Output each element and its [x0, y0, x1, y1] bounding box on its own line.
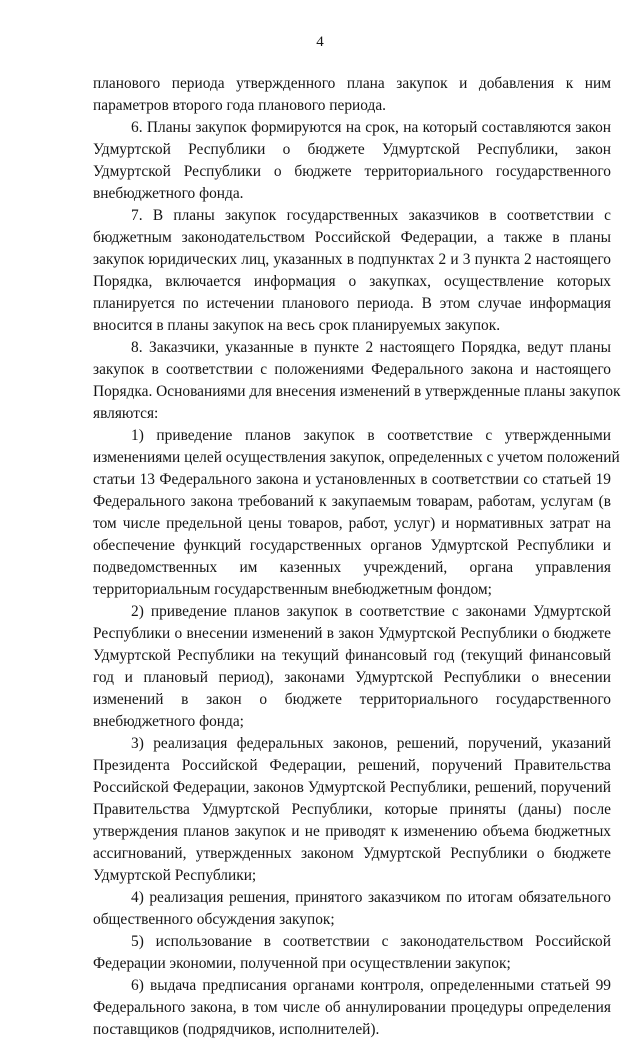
text-line: общественного обсуждения закупок;: [93, 911, 335, 928]
paragraph-item-8-3: [93, 733, 611, 887]
paragraph-item-8-2: [93, 601, 611, 733]
paragraph-item-8-5: [93, 931, 611, 975]
text-line: утверждения планов закупок и не приводят к изменению объема бюджетных: [93, 823, 611, 840]
text-line: 3) реализация федеральных законов, решений, поручений, указаний: [131, 735, 611, 752]
document-body: [93, 73, 621, 1041]
text-line: закупок в соответствии с положениями Федерального закона и настоящего: [93, 361, 611, 378]
text-line: том числе предельной цены товаров, работ, услуг) и нормативных затрат на: [93, 515, 611, 532]
paragraph-item-8: [93, 337, 621, 425]
text-line: ассигнований, утвержденных законом Удмуртской Республики о бюджете: [93, 845, 611, 862]
text-line: закупок юридических лиц, указанных в подпунктах 2 и 3 пункта 2 настоящего: [93, 251, 611, 268]
text-line: 6. Планы закупок формируются на срок, на который составляются закон: [131, 119, 611, 136]
text-line: планового периода утвержденного плана закупок и добавления к ним: [93, 75, 611, 92]
text-line: изменениями целей осуществления закупок, определенных с учетом положений: [93, 449, 620, 466]
text-line: территориальным государственным внебюджетным фондом;: [93, 581, 492, 598]
text-line: Президента Российской Федерации, решений, поручений Правительства: [93, 757, 611, 774]
page-number: 4: [316, 34, 324, 50]
text-line: Правительства Удмуртской Республики, которые приняты (даны) после: [93, 801, 611, 818]
paragraph-item-6: [93, 117, 611, 205]
text-line: Порядка. Основаниями для внесения изменений в утвержденные планы закупок: [93, 383, 621, 400]
text-line: 2) приведение планов закупок в соответствие с законами Удмуртской: [131, 603, 611, 620]
text-line: внебюджетного фонда;: [93, 713, 244, 730]
text-line: 7. В планы закупок государственных заказчиков в соответствии с: [131, 207, 611, 224]
text-line: вносится в планы закупок на весь срок планируемых закупок.: [93, 317, 501, 334]
text-line: обеспечение функций государственных органов Удмуртской Республики и: [93, 537, 611, 554]
text-line: являются:: [93, 405, 159, 422]
text-line: параметров второго года планового периода.: [93, 97, 387, 114]
paragraph-continuation: [93, 73, 611, 117]
text-line: Федерации экономии, полученной при осуществлении закупок;: [93, 955, 511, 972]
text-line: внебюджетного фонда.: [93, 185, 244, 202]
text-line: 6) выдача предписания органами контроля, определенными статьей 99: [131, 977, 611, 994]
text-line: изменений в закон о бюджете территориального государственного: [93, 691, 611, 708]
text-line: год и плановый период), законами Удмуртской Республики о внесении: [93, 669, 611, 686]
text-line: статьи 13 Федерального закона и установленных в соответствии со статьей 19: [93, 471, 611, 488]
text-line: подведомственных им казенных учреждений, органа управления: [93, 559, 611, 576]
text-line: 5) использование в соответствии с законодательством Российской: [131, 933, 611, 950]
text-line: бюджетным законодательством Российской Федерации, а также в планы: [93, 229, 611, 246]
text-line: 4) реализация решения, принятого заказчиком по итогам обязательного: [131, 889, 611, 906]
paragraph-item-7: [93, 205, 611, 337]
text-line: Федерального закона, в том числе об аннулировании процедуры определения: [93, 999, 611, 1016]
text-line: Удмуртской Республики на текущий финансовый год (текущий финансовый: [93, 647, 611, 664]
text-line: Удмуртской Республики о бюджете территориального государственного: [93, 163, 611, 180]
text-line: 8. Заказчики, указанные в пункте 2 настоящего Порядка, ведут планы: [131, 339, 611, 356]
text-line: Порядка, включается информация о закупках, осуществление которых: [93, 273, 611, 290]
text-line: 1) приведение планов закупок в соответствие с утвержденными: [131, 427, 611, 444]
paragraph-item-8-4: [93, 887, 611, 931]
text-line: планируется по истечении планового периода. В этом случае информация: [93, 295, 611, 312]
text-line: Республики о внесении изменений в закон Удмуртской Республики о бюджете: [93, 625, 611, 642]
paragraph-item-8-1: [93, 425, 620, 601]
text-line: Российской Федерации, законов Удмуртской Республики, решений, поручений: [93, 779, 611, 796]
text-line: Федерального закона требований к закупаемым товарам, работам, услугам (в: [93, 493, 611, 510]
text-line: Удмуртской Республики о бюджете Удмуртской Республики, закон: [93, 141, 611, 158]
paragraph-item-8-6: [93, 975, 611, 1041]
text-line: Удмуртской Республики;: [93, 867, 257, 884]
text-line: поставщиков (подрядчиков, исполнителей).: [93, 1021, 380, 1038]
